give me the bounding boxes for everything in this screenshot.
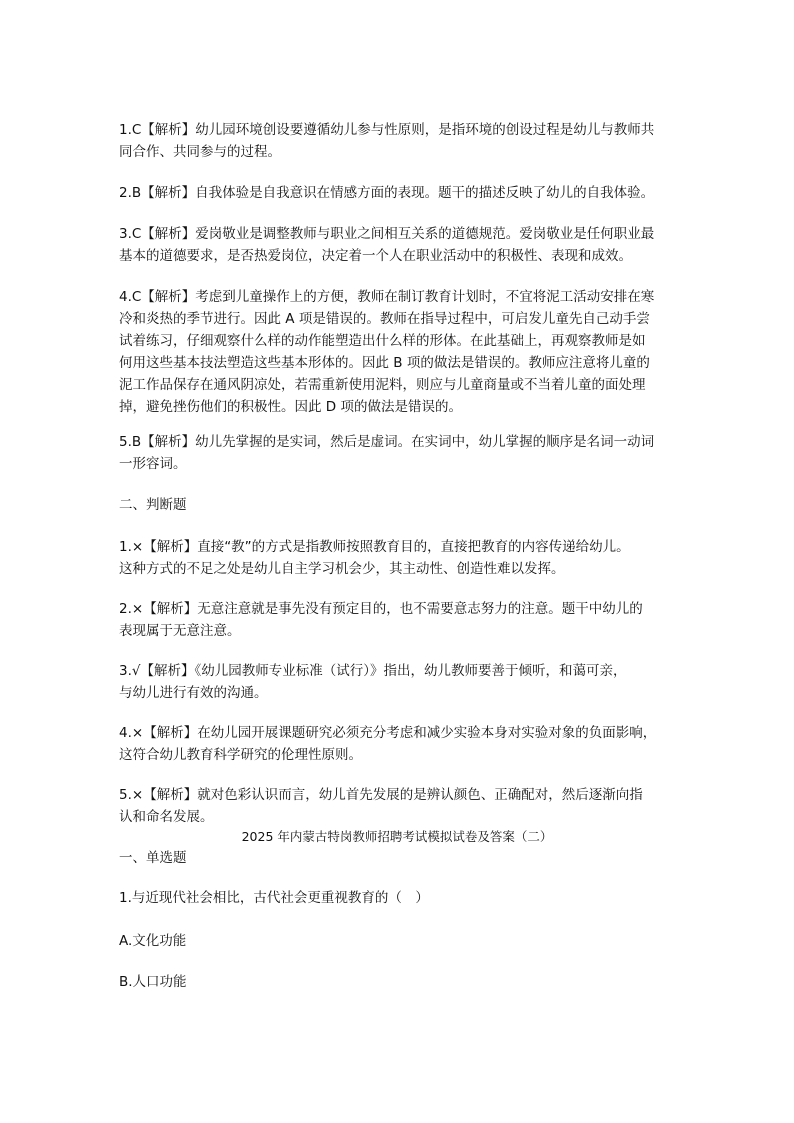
text-line: 1.C【解析】幼儿园环境创设要遵循幼儿参与性原则，是指环境的创设过程是幼儿与教师共: [119, 122, 655, 138]
text-line: 3.√【解析】《幼儿园教师专业标准（试行）》指出，幼儿教师要善于倾听，和蔼可亲，: [119, 663, 627, 679]
text-line: 4.C【解析】考虑到儿童操作上的方便，教师在制订教育计划时，不宜将泥工活动安排在寒: [119, 289, 655, 305]
text-line: 基本的道德要求，是否热爱岗位，决定着一个人在职业活动中的积极性、表现和成效。: [119, 248, 632, 264]
option-a: A.文化功能: [119, 933, 187, 949]
judgement-explanation-4: [119, 722, 679, 766]
answer-explanation-5: [119, 431, 679, 475]
text-line: 这符合幼儿教育科学研究的伦理性原则。: [119, 747, 362, 763]
answer-explanation-4: [119, 286, 679, 418]
text-line: 同合作、共同参与的过程。: [119, 144, 281, 160]
option-b: B.人口功能: [119, 974, 187, 990]
text-line: 1.×【解析】直接“教”的方式是指教师按照教育目的，直接把教育的内容传递给幼儿。: [119, 539, 630, 555]
text-line: 与幼儿进行有效的沟通。: [119, 685, 268, 701]
text-line: 试着练习，仔细观察什么样的动作能塑造出什么样的形体。在此基础上，再观察教师是如: [119, 333, 646, 349]
section-heading-judgement: [119, 494, 679, 516]
text-line: 2.×【解析】无意注意就是事先没有预定目的，也不需要意志努力的注意。题干中幼儿的: [119, 601, 643, 617]
text-line: 掉，避免挫伤他们的积极性。因此 D 项的做法是错误的。: [119, 399, 462, 415]
section-heading-single-choice: 一、单选题: [119, 850, 187, 866]
text-line: 一形容词。: [119, 456, 187, 472]
answer-explanation-1: [119, 119, 679, 163]
text-line: 冷和炎热的季节进行。因此 A 项是错误的。教师在指导过程中，可启发儿童先自己动手尝: [119, 311, 650, 327]
question-text: 1.与近现代社会相比，古代社会更重视教育的（ ）: [119, 890, 429, 906]
text-line: 5.×【解析】就对色彩认识而言，幼儿首先发展的是辨认颜色、正确配对，然后逐渐向指: [119, 787, 643, 803]
exam-title: 2025 年内蒙古特岗教师招聘考试模拟试卷及答案（二）: [241, 829, 553, 844]
judgement-explanation-5: [119, 784, 679, 828]
judgement-explanation-2: [119, 598, 679, 642]
judgement-explanation-3: [119, 660, 679, 704]
answer-explanation-2: [119, 182, 679, 204]
judgement-explanation-1: [119, 536, 679, 580]
text-line: 表现属于无意注意。: [119, 623, 241, 639]
text-line: 2.B【解析】自我体验是自我意识在情感方面的表现。题干的描述反映了幼儿的自我体验。: [119, 185, 655, 201]
text-line: 何用这些基本技法塑造这些基本形体的。因此 B 项的做法是错误的。教师应注意将儿童的: [119, 355, 650, 371]
text-line: 认和命名发展。: [119, 809, 214, 825]
text-line: 二、判断题: [119, 497, 187, 513]
answer-explanation-3: [119, 223, 679, 267]
text-line: 泥工作品保存在通风阴凉处，若需重新使用泥料，则应与儿童商量或不当着儿童的面处理: [119, 377, 646, 393]
text-line: 这种方式的不足之处是幼儿自主学习机会少，其主动性、创造性难以发挥。: [119, 561, 565, 577]
text-line: 4.×【解析】在幼儿园开展课题研究必须充分考虑和减少实验本身对实验对象的负面影响，: [119, 725, 657, 741]
text-line: 3.C【解析】爱岗敬业是调整教师与职业之间相互关系的道德规范。爱岗敬业是任何职业最: [119, 226, 655, 242]
text-line: 5.B【解析】幼儿先掌握的是实词，然后是虚词。在实词中，幼儿掌握的顺序是名词一动词: [119, 434, 655, 450]
